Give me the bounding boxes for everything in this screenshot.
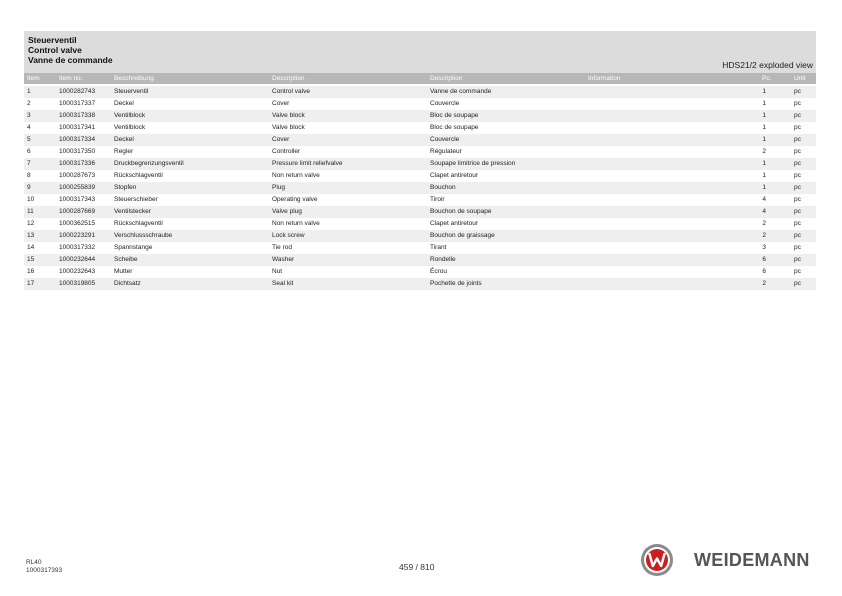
title-english: Control valve xyxy=(28,45,82,55)
cell-item: 10 xyxy=(27,196,35,203)
page-number: 459 / 810 xyxy=(399,562,435,572)
cell-item-no: 1000317350 xyxy=(59,148,96,155)
cell-unit: pc xyxy=(794,88,801,95)
table-row xyxy=(24,194,816,206)
cell-description-fr: Bloc de soupape xyxy=(430,112,479,119)
table-row xyxy=(24,266,816,278)
col-beschreibung: Beschreibung xyxy=(114,75,154,82)
cell-description-en: Pressure limit reliefvalve xyxy=(272,160,343,167)
table-row xyxy=(24,146,816,158)
cell-beschreibung: Stopfen xyxy=(114,184,137,191)
cell-unit: pc xyxy=(794,220,801,227)
cell-item: 9 xyxy=(27,184,31,191)
col-item-no: Item no. xyxy=(59,75,83,82)
cell-pc: 2 xyxy=(762,232,766,239)
cell-pc: 1 xyxy=(762,88,766,95)
table-row xyxy=(24,278,816,290)
cell-description-fr: Pochette de joints xyxy=(430,280,482,287)
cell-beschreibung: Rückschlagventil xyxy=(114,172,163,179)
cell-item: 11 xyxy=(27,208,34,215)
cell-unit: pc xyxy=(794,256,801,263)
cell-pc: 1 xyxy=(762,136,766,143)
document-header xyxy=(24,31,816,73)
col-description-fr: Description xyxy=(430,75,463,82)
cell-description-fr: Couvercle xyxy=(430,136,460,143)
cell-description-en: Lock screw xyxy=(272,232,305,239)
cell-description-en: Non return valve xyxy=(272,220,320,227)
cell-unit: pc xyxy=(794,268,801,275)
col-unit: Unit xyxy=(794,75,806,82)
cell-beschreibung: Spannstange xyxy=(114,244,153,251)
table-row xyxy=(24,134,816,146)
cell-beschreibung: Verschlussschraube xyxy=(114,232,173,239)
cell-description-en: Valve block xyxy=(272,112,305,119)
cell-unit: pc xyxy=(794,112,801,119)
table-row xyxy=(24,98,816,110)
cell-item: 3 xyxy=(27,112,31,119)
cell-pc: 2 xyxy=(762,148,766,155)
footer-doc-number: 1000317393 xyxy=(26,567,63,574)
cell-unit: pc xyxy=(794,136,801,143)
cell-item-no: 1000317341 xyxy=(59,124,96,131)
footer-model: RL40 xyxy=(26,559,42,566)
cell-description-en: Plug xyxy=(272,184,286,191)
cell-unit: pc xyxy=(794,100,801,107)
table-row xyxy=(24,230,816,242)
table-row xyxy=(24,86,816,98)
cell-description-fr: Soupape limitrice de pression xyxy=(430,160,516,167)
cell-pc: 1 xyxy=(762,124,766,131)
cell-item: 6 xyxy=(27,148,31,155)
cell-beschreibung: Deckel xyxy=(114,136,134,143)
cell-description-fr: Couvercle xyxy=(430,100,460,107)
table-row xyxy=(24,110,816,122)
cell-item-no: 1000287669 xyxy=(59,208,96,215)
cell-description-en: Nut xyxy=(272,268,283,275)
cell-pc: 1 xyxy=(762,172,766,179)
cell-pc: 6 xyxy=(762,256,766,263)
cell-item: 5 xyxy=(27,136,31,143)
cell-item: 14 xyxy=(27,244,35,251)
cell-beschreibung: Druckbegrenzungsventil xyxy=(114,160,184,167)
cell-item-no: 1000232644 xyxy=(59,256,96,263)
cell-description-fr: Bouchon de graissage xyxy=(430,232,495,239)
cell-unit: pc xyxy=(794,184,801,191)
table-row xyxy=(24,254,816,266)
cell-description-en: Tie rod xyxy=(272,244,292,251)
cell-unit: pc xyxy=(794,244,801,251)
cell-item-no: 1000317334 xyxy=(59,136,96,143)
cell-description-en: Non return valve xyxy=(272,172,320,179)
cell-beschreibung: Ventilblock xyxy=(114,112,146,119)
cell-pc: 2 xyxy=(762,220,766,227)
cell-item-no: 1000317337 xyxy=(59,100,96,107)
brand-wordmark: WEIDEMANN xyxy=(694,550,810,570)
weidemann-w-logo-icon xyxy=(640,543,674,577)
table-row xyxy=(24,122,816,134)
cell-description-en: Cover xyxy=(272,100,290,107)
cell-item-no: 1000319805 xyxy=(59,280,96,287)
cell-description-en: Cover xyxy=(272,136,290,143)
cell-pc: 1 xyxy=(762,160,766,167)
cell-beschreibung: Steuerschieber xyxy=(114,196,158,203)
cell-item: 1 xyxy=(27,88,31,95)
cell-beschreibung: Scheibe xyxy=(114,256,138,263)
col-information: Information xyxy=(588,75,621,82)
cell-description-fr: Rondelle xyxy=(430,256,456,263)
col-description-en: Description xyxy=(272,75,305,82)
cell-pc: 1 xyxy=(762,112,766,119)
cell-pc: 1 xyxy=(762,184,766,191)
cell-beschreibung: Ventilblock xyxy=(114,124,146,131)
cell-beschreibung: Mutter xyxy=(114,268,133,275)
cell-description-fr: Clapet antiretour xyxy=(430,220,479,227)
col-pc: Pc. xyxy=(762,75,772,82)
title-german: Steuerventil xyxy=(28,35,77,45)
parts-table-header xyxy=(24,73,816,84)
cell-item-no: 1000255839 xyxy=(59,184,96,191)
cell-item: 13 xyxy=(27,232,35,239)
cell-item: 4 xyxy=(27,124,31,131)
cell-item: 17 xyxy=(27,280,35,287)
cell-description-fr: Clapet antiretour xyxy=(430,172,479,179)
cell-item: 15 xyxy=(27,256,35,263)
cell-description-fr: Vanne de commande xyxy=(430,88,492,95)
cell-description-en: Operating valve xyxy=(272,196,318,203)
cell-item-no: 1000287673 xyxy=(59,172,96,179)
table-row xyxy=(24,158,816,170)
table-row xyxy=(24,182,816,194)
cell-item-no: 1000282743 xyxy=(59,88,96,95)
cell-pc: 2 xyxy=(762,280,766,287)
cell-description-fr: Tiroir xyxy=(430,196,445,203)
cell-unit: pc xyxy=(794,232,801,239)
cell-item-no: 1000232643 xyxy=(59,268,96,275)
table-row xyxy=(24,206,816,218)
cell-description-fr: Régulateur xyxy=(430,148,462,155)
cell-pc: 3 xyxy=(762,244,766,251)
cell-item-no: 1000317338 xyxy=(59,112,96,119)
parts-table-body xyxy=(24,86,816,290)
cell-beschreibung: Ventilstecker xyxy=(114,208,151,215)
cell-item-no: 1000317332 xyxy=(59,244,96,251)
table-row xyxy=(24,218,816,230)
cell-item-no: 1000362515 xyxy=(59,220,96,227)
cell-pc: 6 xyxy=(762,268,766,275)
cell-description-en: Control valve xyxy=(272,88,310,95)
cell-description-en: Valve block xyxy=(272,124,305,131)
cell-unit: pc xyxy=(794,196,801,203)
cell-unit: pc xyxy=(794,160,801,167)
col-item: Item xyxy=(27,75,40,82)
cell-item: 8 xyxy=(27,172,31,179)
cell-description-fr: Bloc de soupape xyxy=(430,124,479,131)
cell-item-no: 1000223291 xyxy=(59,232,96,239)
title-french: Vanne de commande xyxy=(28,55,113,65)
cell-item-no: 1000317343 xyxy=(59,196,96,203)
cell-description-en: Seal kit xyxy=(272,280,294,287)
cell-item-no: 1000317336 xyxy=(59,160,96,167)
cell-unit: pc xyxy=(794,148,801,155)
table-row xyxy=(24,170,816,182)
cell-beschreibung: Steuerventil xyxy=(114,88,149,95)
cell-unit: pc xyxy=(794,280,801,287)
cell-description-en: Controller xyxy=(272,148,301,155)
cell-pc: 4 xyxy=(762,208,766,215)
cell-description-fr: Bouchon de soupape xyxy=(430,208,492,215)
cell-description-en: Washer xyxy=(272,256,295,263)
cell-pc: 1 xyxy=(762,100,766,107)
cell-unit: pc xyxy=(794,172,801,179)
cell-unit: pc xyxy=(794,208,801,215)
cell-item: 16 xyxy=(27,268,35,275)
cell-pc: 4 xyxy=(762,196,766,203)
cell-beschreibung: Deckel xyxy=(114,100,134,107)
exploded-view-label: HDS21/2 exploded view xyxy=(722,60,813,70)
cell-beschreibung: Dichtsatz xyxy=(114,280,141,287)
cell-item: 12 xyxy=(27,220,35,227)
cell-beschreibung: Rückschlagventil xyxy=(114,220,163,227)
footer-model-info xyxy=(26,559,62,575)
cell-description-fr: Écrou xyxy=(430,268,447,275)
cell-description-fr: Tirant xyxy=(430,244,447,251)
cell-item: 7 xyxy=(27,160,31,167)
cell-description-fr: Bouchon xyxy=(430,184,456,191)
cell-beschreibung: Regler xyxy=(114,148,134,155)
cell-unit: pc xyxy=(794,124,801,131)
cell-description-en: Valve plug xyxy=(272,208,302,215)
cell-item: 2 xyxy=(27,100,31,107)
table-row xyxy=(24,242,816,254)
